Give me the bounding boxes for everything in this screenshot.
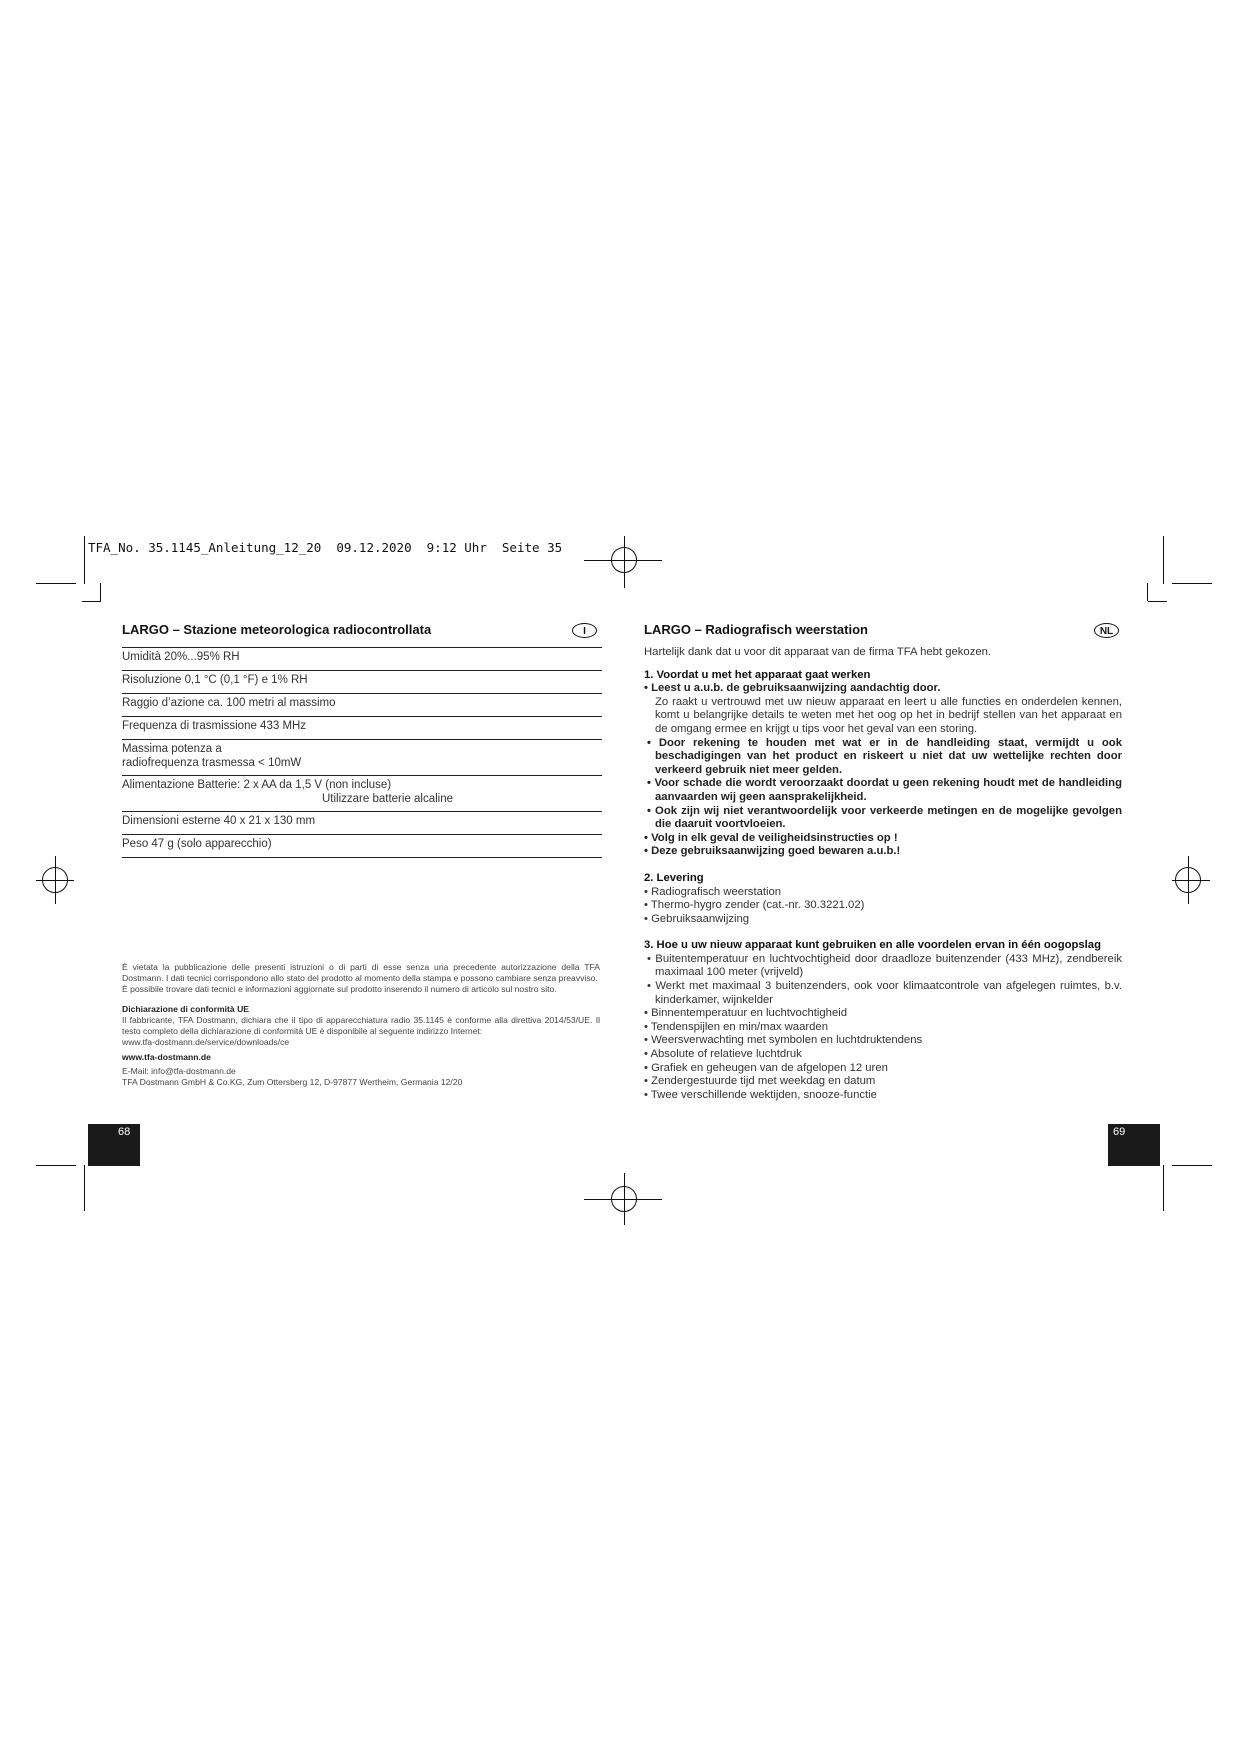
spec-row: Massima potenza a radiofrequenza trasmessa < 10mW	[122, 743, 302, 769]
section-heading: 1. Voordat u met het apparaat gaat werken	[644, 668, 871, 681]
spec-row: Raggio d’azione ca. 100 metri al massimo	[122, 697, 336, 709]
legal-footer: È vietata la pubblicazione delle presenti istruzioni o di parti di esse senza una precedente autorizzazione della TFA Dostmann. I dati tecnici corrispondono allo stato del prodotto al momento della stampa e possono cambiare senza preavviso. È possibile trovare dati tecnici e informazioni aggiornate sul prodotto inserendo il numero di articolo sul nostro sito. Dichiarazione di conformità UE Il fabbricante, TFA Dostmann, dichiara che il tipo di apparecchiatura radio 35.1145 è conforme alla direttiva 2014/53/UE. Il testo completo della dichiarazione di conformità UE è disponibile al seguente indirizzo Internet: www.tfa-dostmann.de/service/downloads/ce www.tfa-dostmann.de E-Mail: info@tfa-dostmann.de TFA Dostmann GmbH & Co.KG, Zum Ottersberg 12, D-97877 Wertheim, Germania 12/20	[122, 962, 600, 1087]
list-item: • Twee verschillende wektijden, snooze-functie	[644, 1088, 877, 1101]
page-title-nl: LARGO – Radiografisch weerstation	[644, 622, 868, 637]
list-item: • Tendenspijlen en min/max waarden	[644, 1020, 828, 1033]
page-number-left: 68	[88, 1124, 140, 1166]
spec-table	[122, 647, 602, 858]
list-item: • Grafiek en geheugen van de afgelopen 12 uren	[644, 1061, 888, 1074]
spec-row: Risoluzione 0,1 °C (0,1 °F) e 1% RH	[122, 674, 308, 686]
list-item: • Werkt met maximaal 3 buitenzenders, ook voor klimaatcontrole van afgelegen ruimtes, b.v. kinderkamer, wijnkelder	[647, 980, 1122, 1006]
spec-row: Alimentazione Batterie: 2 x AA da 1,5 V (non incluse) Utilizzare batterie alcaline	[122, 779, 454, 805]
spec-row: Umidità 20%...95% RH	[122, 651, 240, 663]
list-item: • Gebruiksaanwijzing	[644, 912, 750, 925]
nl-body: Hartelijk dank dat u voor dit apparaat van de firma TFA hebt gekozen. 1. Voordat u met het apparaat gaat werken • Leest u a.u.b. de gebruiksaanwijzing aandachtig door. Zo raakt u vertrouwd met uw nieuw apparaat en leert u alle functies en onderdelen kennen, komt u belangrijke details te weten met het oog op het in bedrijf stellen van het apparaat en de omgang ermee en krijgt u tips voor het geval van een storing. • Door rekening te houden met wat er in de handleiding staat, vermijdt u ook beschadigingen van het product en riskeert u niet dat uw wettelijke rechten door verkeerd gebruik niet meer gelden. • Voor schade die wordt veroorzaakt doordat u geen rekening houdt met de handleiding aanvaarden wij geen aansprakelijkheid. • Ook zijn wij niet verantwoordelijk voor verkeerde metingen en de mogelijke gevolgen die daaruit voortvloeien. • Volg in elk geval de veiligheidsinstructies op ! • Deze gebruiksaanwijzing goed bewaren a.u.b.! 2. Levering • Radiografisch weerstation • Thermo-hygro zender (cat.-nr. 30.3221.02) • Gebruiksaanwijzing 3. Hoe u uw nieuw apparaat kunt gebruiken en alle voordelen ervan in één oogopslag • Buitentemperatuur en luchtvochtigheid door draadloze buitenzender (433 MHz), zendbereik maximaal 100 meter (vrijveld) • Werkt met maximaal 3 buitenzenders, ook voor klimaatcontrole van afgelegen ruimtes, b.v. kinderkamer, wijnkelder • Binnentemperatuur en luchtvochtigheid • Tendenspijlen en min/max waarden • Weersverwachting met symbolen en luchtdruktendens • Absolute of relatieve luchtdruk • Grafiek en geheugen van de afgelopen 12 uren • Zendergestuurde tijd met weekdag en datum • Twee verschillende wektijden, snooze-functie	[644, 646, 1122, 1101]
list-item: • Weersverwachting met symbolen en luchtdruktendens	[644, 1034, 923, 1047]
page-number-right: 69	[1108, 1124, 1160, 1166]
list-item: • Binnentemperatuur en luchtvochtigheid	[644, 1007, 848, 1020]
language-badge-nl: NL	[1094, 623, 1119, 638]
section-heading: 3. Hoe u uw nieuw apparaat kunt gebruiken en alle voordelen ervan in één oogopslag	[644, 939, 1101, 952]
list-item: • Buitentemperatuur en luchtvochtigheid door draadloze buitenzender (433 MHz), zendbereik maximaal 100 meter (vrijveld)	[647, 952, 1122, 979]
print-slug: TFA_No. 35.1145_Anleitung_12_20 09.12.2020 9:12 Uhr Seite 35	[88, 540, 563, 555]
language-badge-it: I	[572, 623, 597, 638]
spec-row: Frequenza di trasmissione 433 MHz	[122, 720, 307, 732]
spec-row: Dimensioni esterne 40 x 21 x 130 mm	[122, 815, 316, 827]
list-item: • Radiografisch weerstation	[644, 885, 782, 898]
list-item: • Absolute of relatieve luchtdruk	[644, 1048, 802, 1061]
list-item: • Thermo-hygro zender (cat.-nr. 30.3221.02)	[644, 899, 865, 912]
section-heading: 2. Levering	[644, 871, 704, 884]
list-item: • Zendergestuurde tijd met weekdag en datum	[644, 1075, 876, 1088]
page-title-it: LARGO – Stazione meteorologica radiocontrollata	[122, 622, 432, 637]
spec-row: Peso 47 g (solo apparecchio)	[122, 838, 272, 850]
